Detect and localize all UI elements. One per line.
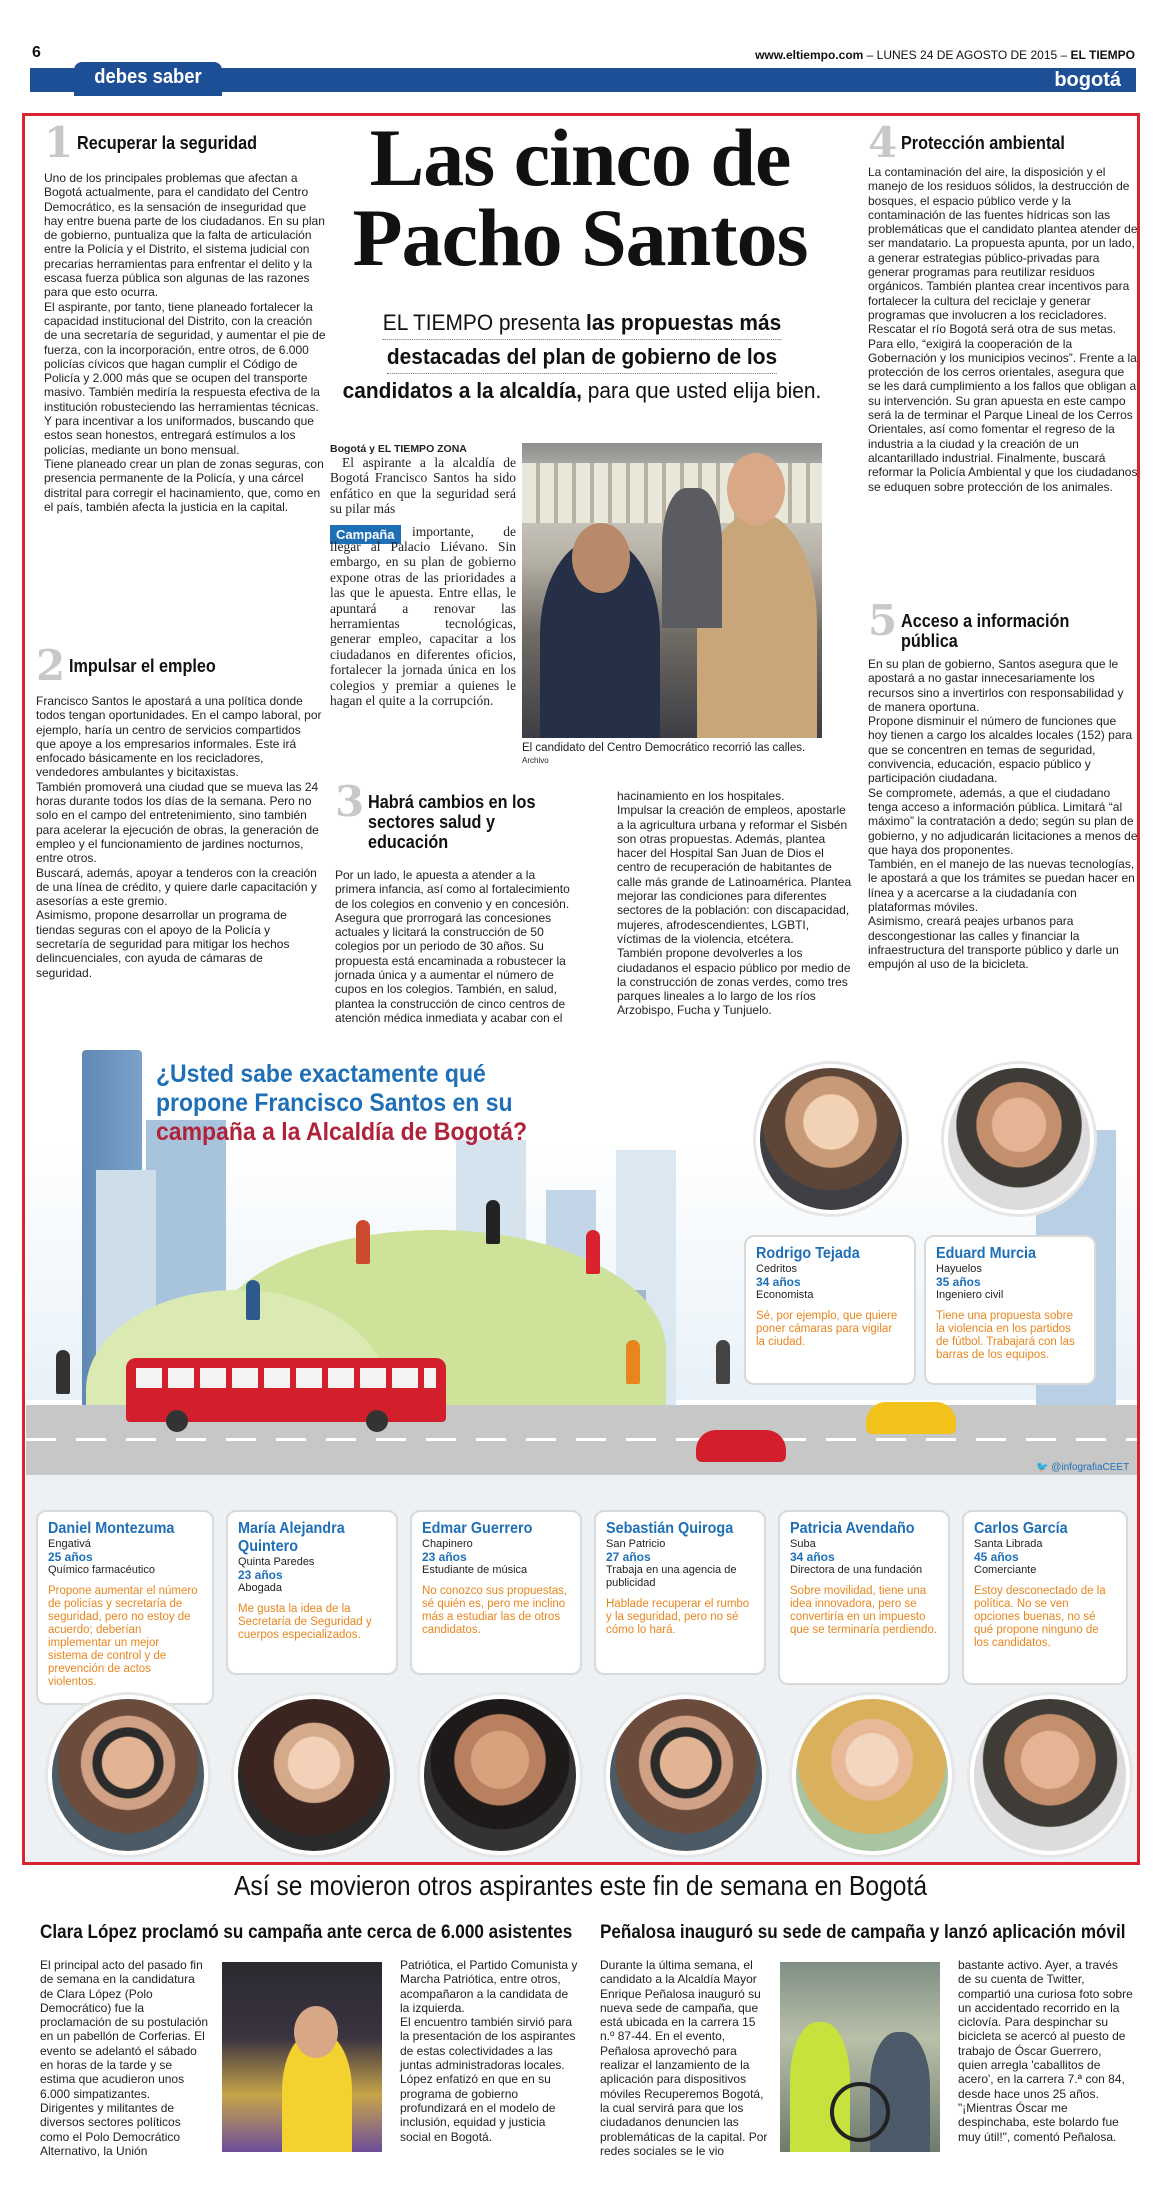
section-right-label: bogotá [1054,69,1121,91]
site-url[interactable]: www.eltiempo.com [755,48,864,62]
section-5 [868,596,1138,972]
story-1-col-2: Patriótica, el Partido Comunista y Marcha Patriótica, entre otros, acompañaron a la candidata de la izquierda. El encuentro también sirvió para la presentación de los aspirantes de estas colectividades a las juntas administradoras locales. López enfatizó en que en su programa de gobierno profundizará en el modelo de inclusión, equidad y justicia social en Bogotá. [400,1958,578,2144]
penalosa-photo [780,1962,940,2152]
page-number: 6 [32,44,41,61]
bubble-daniel-montezuma: Daniel Montezuma Engativá 25 años Químico farmacéutico Propone aumentar el número de policías y secretaría de seguridad, pero no estoy de acuerdo; deberían implementar un mejor sistema de control y de prevención de actos violentos. [36,1510,214,1705]
deck-line-3: candidatos a la alcaldía, para que usted elija bien. [342,378,822,403]
portrait-edmar-guerrero [420,1695,580,1855]
byline: Bogotá y EL TIEMPO ZONA [330,443,467,455]
candidate-photo [522,443,822,738]
paper-name: EL TIEMPO [1070,48,1135,62]
section-number: 2 [36,641,66,690]
section-3-body-b: hacinamiento en los hospitales. Impulsar la creación de empleos, apostarle a la agricultura urbana y reformar el Sisbén son otras propuestas. Además, plantea hacer del Hospital San Juan de Dios el centro de recuperación de habitantes de calle más grande de Latinoamérica. Plantea mejorar las condiciones para diferentes sectores de la población: con discapacidad, mujeres, afrodescendientes, LGBTI, víctimas de la violencia, etcétera. También propone devolverles a los ciudadanos el espacio público por medio de la construcción de zonas verdes, como tres parques lineales a lo largo de los ríos Arzobispo, Fucha y Tunjuelo. [617,789,852,1018]
section-number: 1 [44,118,74,167]
story-1-title: Clara López proclamó su campaña ante cerca de 6.000 asistentes [40,1922,573,1943]
section-1-body: Uno de los principales problemas que afectan a Bogotá actualmente, para el candidato del Centro Democrático, es la sensación de inseguridad que hay entre buena parte de los ciudadanos. En su plan de gobierno, puntualiza que la falta de articulación entre la Policía y el Distrito, el sistema judicial con precarias herramientas para enfrentar el delito y la escasa fuerza pública son algunas de las razones para que esto ocurra. El aspirante, por tanto, tiene planeado fortalecer la capacidad institucional del Distrito, con la creación de una secretaría de seguridad, y aumentar el pie de fuerza, con la incorporación, entre otros, de 6.000 policías cívicos que hagan cumplir el Código de Policía y 2.000 más que se ocupen del transporte masivo. También mediría la respuesta efectiva de la institución robusteciendo las herramientas técnicas. Y para incentivar a los uniformados, buscando que estos sean honestos, entregará estímulos a los policías, mediante un bono mensual. Tiene planeado crear un plan de zonas seguras, con presencia permanente de la Policía, y una cárcel distrital para corregir el hacinamiento, que, como en el país, también afecta la justicia en la capital. [44,171,326,514]
campaign-tag: Campaña [330,525,401,544]
road-line [26,1438,1137,1441]
pedestrian [246,1280,260,1320]
bubble-edmar-guerrero: Edmar Guerrero Chapinero 23 años Estudiante de música No conozco sus propuestas, sé quién es, pero me inclino más a estudiar las de otros candidatos. [410,1510,582,1675]
portrait-sebastian-quiroga [606,1695,766,1855]
pedestrian [626,1340,640,1384]
clara-lopez-photo [222,1962,382,2152]
bubble-rodrigo-tejada: Rodrigo Tejada Cedritos 34 años Economista Sé, por ejemplo, que quiere poner cámaras para vigilar la ciudad. [744,1235,916,1385]
pedestrian [486,1200,500,1244]
section-2 [36,641,322,980]
photo-head-right [727,453,785,525]
section-3-body-a: Por un lado, le apuesta a atender a la primera infancia, así como al fortalecimiento de los colegios en convenio y en concesión. Asegura que prorrogará las concesiones actuales y licitará la construcción de 50 colegios por un periodo de 30 años. Su propuesta está encaminada a robustecer la jornada única y a aumentar el número de cupos en los colegios. También, en salud, plantea la construcción de cinco centros de atención médica inmediata y acabar con el [335,868,570,1025]
story-2-title: Peñalosa inauguró su sede de campaña y lanzó aplicación móvil [600,1922,1126,1943]
photo-caption: El candidato del Centro Democrático recorrió las calles. Archivo [522,742,806,765]
section-title: Habrá cambios en los sectores salud y educación [368,792,536,852]
section-number: 3 [335,777,365,826]
photo-head-left [572,523,630,593]
photo-credit: Archivo [522,756,549,765]
intro [330,443,516,709]
section-title: Protección ambiental [901,133,1066,153]
intro-text-1: El aspirante a la alcaldía de Bogotá Francisco Santos ha sido enfático en que la seguridad será su pilar más [330,455,516,517]
section-2-body: Francisco Santos le apostará a una política donde todos tengan oportunidades. En el campo laboral, por ejemplo, haría un centro de servicios compartidos que apoye a los empresarios informales. Este irá enfocado básicamente en los recicladores, vendedores ambulantes y bicitaxistas. También promoverá una ciudad que se mueva las 24 horas durante todos los días de la semana. Pero no solo en el campo del entretenimiento, sino también para acelerar la ejecución de obras, la generación de empleo y el funcionamiento de jardines nocturnos, entre otros. Buscará, además, apoyar a tenderos con la creación de una línea de crédito, y quiere darle capacitación y asesorías a este gremio. Asimismo, propone desarrollar un programa de tiendas seguras con el apoyo de la Policía y secretaría de seguridad para mitigar los hechos delincuenciales, con ayuda de cámaras de seguridad. [36,694,322,980]
portrait-patricia-avendano [792,1695,952,1855]
section-title: Impulsar el empleo [69,656,216,676]
bus-wheel [366,1410,388,1432]
story-2-col-1: Durante la última semana, el candidato a la Alcaldía Mayor Enrique Peñalosa inauguró su nueva sede de campaña, que está ubicada en la carrera 15 n.º 87-44. En el evento, Peñalosa aprovechó para realizar el lanzamiento de la aplicación para dispositivos móviles Recuperemos Bogotá, la cual servirá para que los ciudadanos denuncien las problemáticas de la capital. Por redes sociales se le vio [600,1958,768,2158]
red-bus [126,1358,446,1422]
portrait-eduard-murcia [944,1064,1094,1214]
pedestrian [716,1340,730,1384]
photo-person-back [662,488,722,628]
twitter-icon: 🐦 [1036,1462,1049,1473]
others-strap: Así se movieron otros aspirantes este fin de semana en Bogotá [233,1870,928,1901]
section-3-heading [335,777,615,852]
story-1-col-1: El principal acto del pasado fin de semana en la candidatura de Clara López (Polo Democrático) fue la proclamación de su postulación en un pabellón de Corferias. El evento se adelantó el sábado en horas de la tarde y se estima que acudieron unos 6.000 simpatizantes. Dirigentes y militantes de diversos sectores políticos como el Polo Democrático Alternativo, la Unión [40,1958,209,2158]
deck-line-2: destacadas del plan de gobierno de los [387,340,777,374]
yellow-car [866,1402,956,1434]
bubble-maria-alejandra-quintero: María Alejandra Quintero Quinta Paredes 23 años Abogada Me gusta la idea de la Secretaría de Seguridad y cuerpos especializados. [226,1510,398,1675]
portrait-maria-alejandra-quintero [234,1695,394,1855]
portrait-daniel-montezuma [48,1695,208,1855]
section-1 [44,118,326,514]
header-dateline [755,48,1135,62]
pedestrian [356,1220,370,1264]
bubble-eduard-murcia: Eduard Murcia Hayuelos 35 años Ingeniero civil Tiene una propuesta sobre la violencia en los partidos de fútbol. Trabajará con las barras de los equipos. [924,1235,1096,1385]
infographic [26,1050,1137,1862]
bubble-sebastian-quiroga: Sebastián Quiroga San Patricio 27 años Trabaja en una agencia de publicidad Hablade recuperar el rumbo y la seguridad, pero no sé cómo lo hará. [594,1510,766,1675]
section-number: 4 [868,118,898,167]
section-4-heading [868,118,1138,167]
photo-face [294,2006,338,2058]
portrait-rodrigo-tejada [756,1064,906,1214]
pedestrian [586,1230,600,1274]
section-number: 5 [868,596,898,645]
deck-line-1: EL TIEMPO presenta las propuestas más [383,306,781,340]
bicycle-wheel [830,2082,890,2142]
headline-line-2: Pacho Santos [352,192,808,283]
section-4-body: La contaminación del aire, la disposición y el manejo de los residuos sólidos, la destrucción de bosques, el espacio público verde y la contaminación de las fuentes hídricas son las problemáticas que el candidato plantea atender de ser mandatario. La propuesta apunta, por un lado, a generar estrategias público-privadas para generar programas para reutilizar residuos orgánicos. También plantea crear incentivos para fortalecer la cultura del reciclaje y generar programas que involucren a los recicladores. Rescatar el río Bogotá será otra de sus metas. Para ello, “exigirá la cooperación de la Gobernación y los municipios vecinos”. Frente a la protección de los cerros orientales, asegura que se les dará cumplimiento a los fallos que obligan a su intervención. Su gran apuesta en este campo será la de terminar el Parque Lineal de los Cerros Orientales, así como fomentar el regreso de la industria a la ciudad y la creación de un alcantarillado industrial. Finalmente, buscará reformar la Policía Ambiental y que los ciudadanos se eduquen sobre protección de los animales. [868,165,1138,494]
headline-line-1: Las cinco de [369,112,791,203]
section-title: Recuperar la seguridad [77,133,258,153]
headline [330,112,830,283]
bubble-patricia-avendano: Patricia Avendaño Suba 34 años Directora de una fundación Sobre movilidad, tiene una idea innovadora, pero se convertiría en un impuesto que se terminaría perdiendo. [778,1510,950,1685]
twitter-handle[interactable]: 🐦 @infografiaCEET [1036,1462,1130,1473]
infographic-question: ¿Usted sabe exactamente qué propone Francisco Santos en su campaña a la Alcaldía de Bogotá? [156,1060,528,1146]
red-car [696,1430,786,1462]
intro-text-2: importante, de llegar al Palacio Liévano. Sin embargo, en su plan de gobierno expone otras de las prioridades a las que le apuesta. Entre ellas, le apuntará a renovar las herramientas tecnológicas, generar empleo, capacitar a los ciudadanos en diferentes oficios, fortalecer la jornada única en los colegios y premiar a quienes le hagan el quite a la corrupción. [330,523,516,709]
bubble-carlos-garcia: Carlos García Santa Librada 45 años Comerciante Estoy desconectado de la política. No se ven opciones buenas, no sé qué propone ninguno de los candidatos. [962,1510,1128,1685]
section-title: Acceso a información pública [901,611,1070,651]
section-5-body: En su plan de gobierno, Santos asegura que le apostará a no gastar innecesariamente los recursos sino a invertirlos con responsabilidad y de manera oportuna. Propone disminuir el número de funciones que hoy tienen a cargo los alcaldes locales (152) para que se concentren en temas de seguridad, convivencia, educación, espacio público y participación ciudadana. Se compromete, además, a que el ciudadano tenga acceso a información pública. Limitará “al máximo” la contratación a dedo; según su plan de gobierno, y no adjudicarán licitaciones a menos de que haya dos proponentes. También, en el manejo de las nuevas tecnologías, le apostará a que los trámites se puedan hacer en línea y a acercarse a la ciudadanía con plataformas móviles. Asimismo, creará peajes urbanos para descongestionar las calles y financiar la infraestructura del transporte público y darle un empujón al uso de la bicicleta. [868,657,1138,972]
section-5-heading [868,596,1138,651]
section-1-heading [44,118,326,167]
section-tab-label: debes saber [94,66,202,88]
pedestrian [56,1350,70,1394]
portrait-carlos-garcia [970,1695,1130,1855]
section-3 [335,777,615,1025]
story-2-col-2: bastante activo. Ayer, a través de su cuenta de Twitter, compartió una curiosa foto sobre un accidentado recorrido en la ciclovía. Para despinchar su bicicleta se acercó al puesto de trabajo de Óscar Guerrero, quien arregla 'caballitos de acero', en la carrera 7.ª con 84, desde hace unos 25 años. "¡Mientras Óscar me despinchaba, este bolardo fue muy útil!", comentó Peñalosa. [958,1958,1133,2144]
bus-wheel [166,1410,188,1432]
bus-windows [136,1368,436,1388]
section-4 [868,118,1138,494]
date: – LUNES 24 DE AGOSTO DE 2015 – [863,48,1071,62]
section-2-heading [36,641,322,690]
deck [339,306,825,407]
